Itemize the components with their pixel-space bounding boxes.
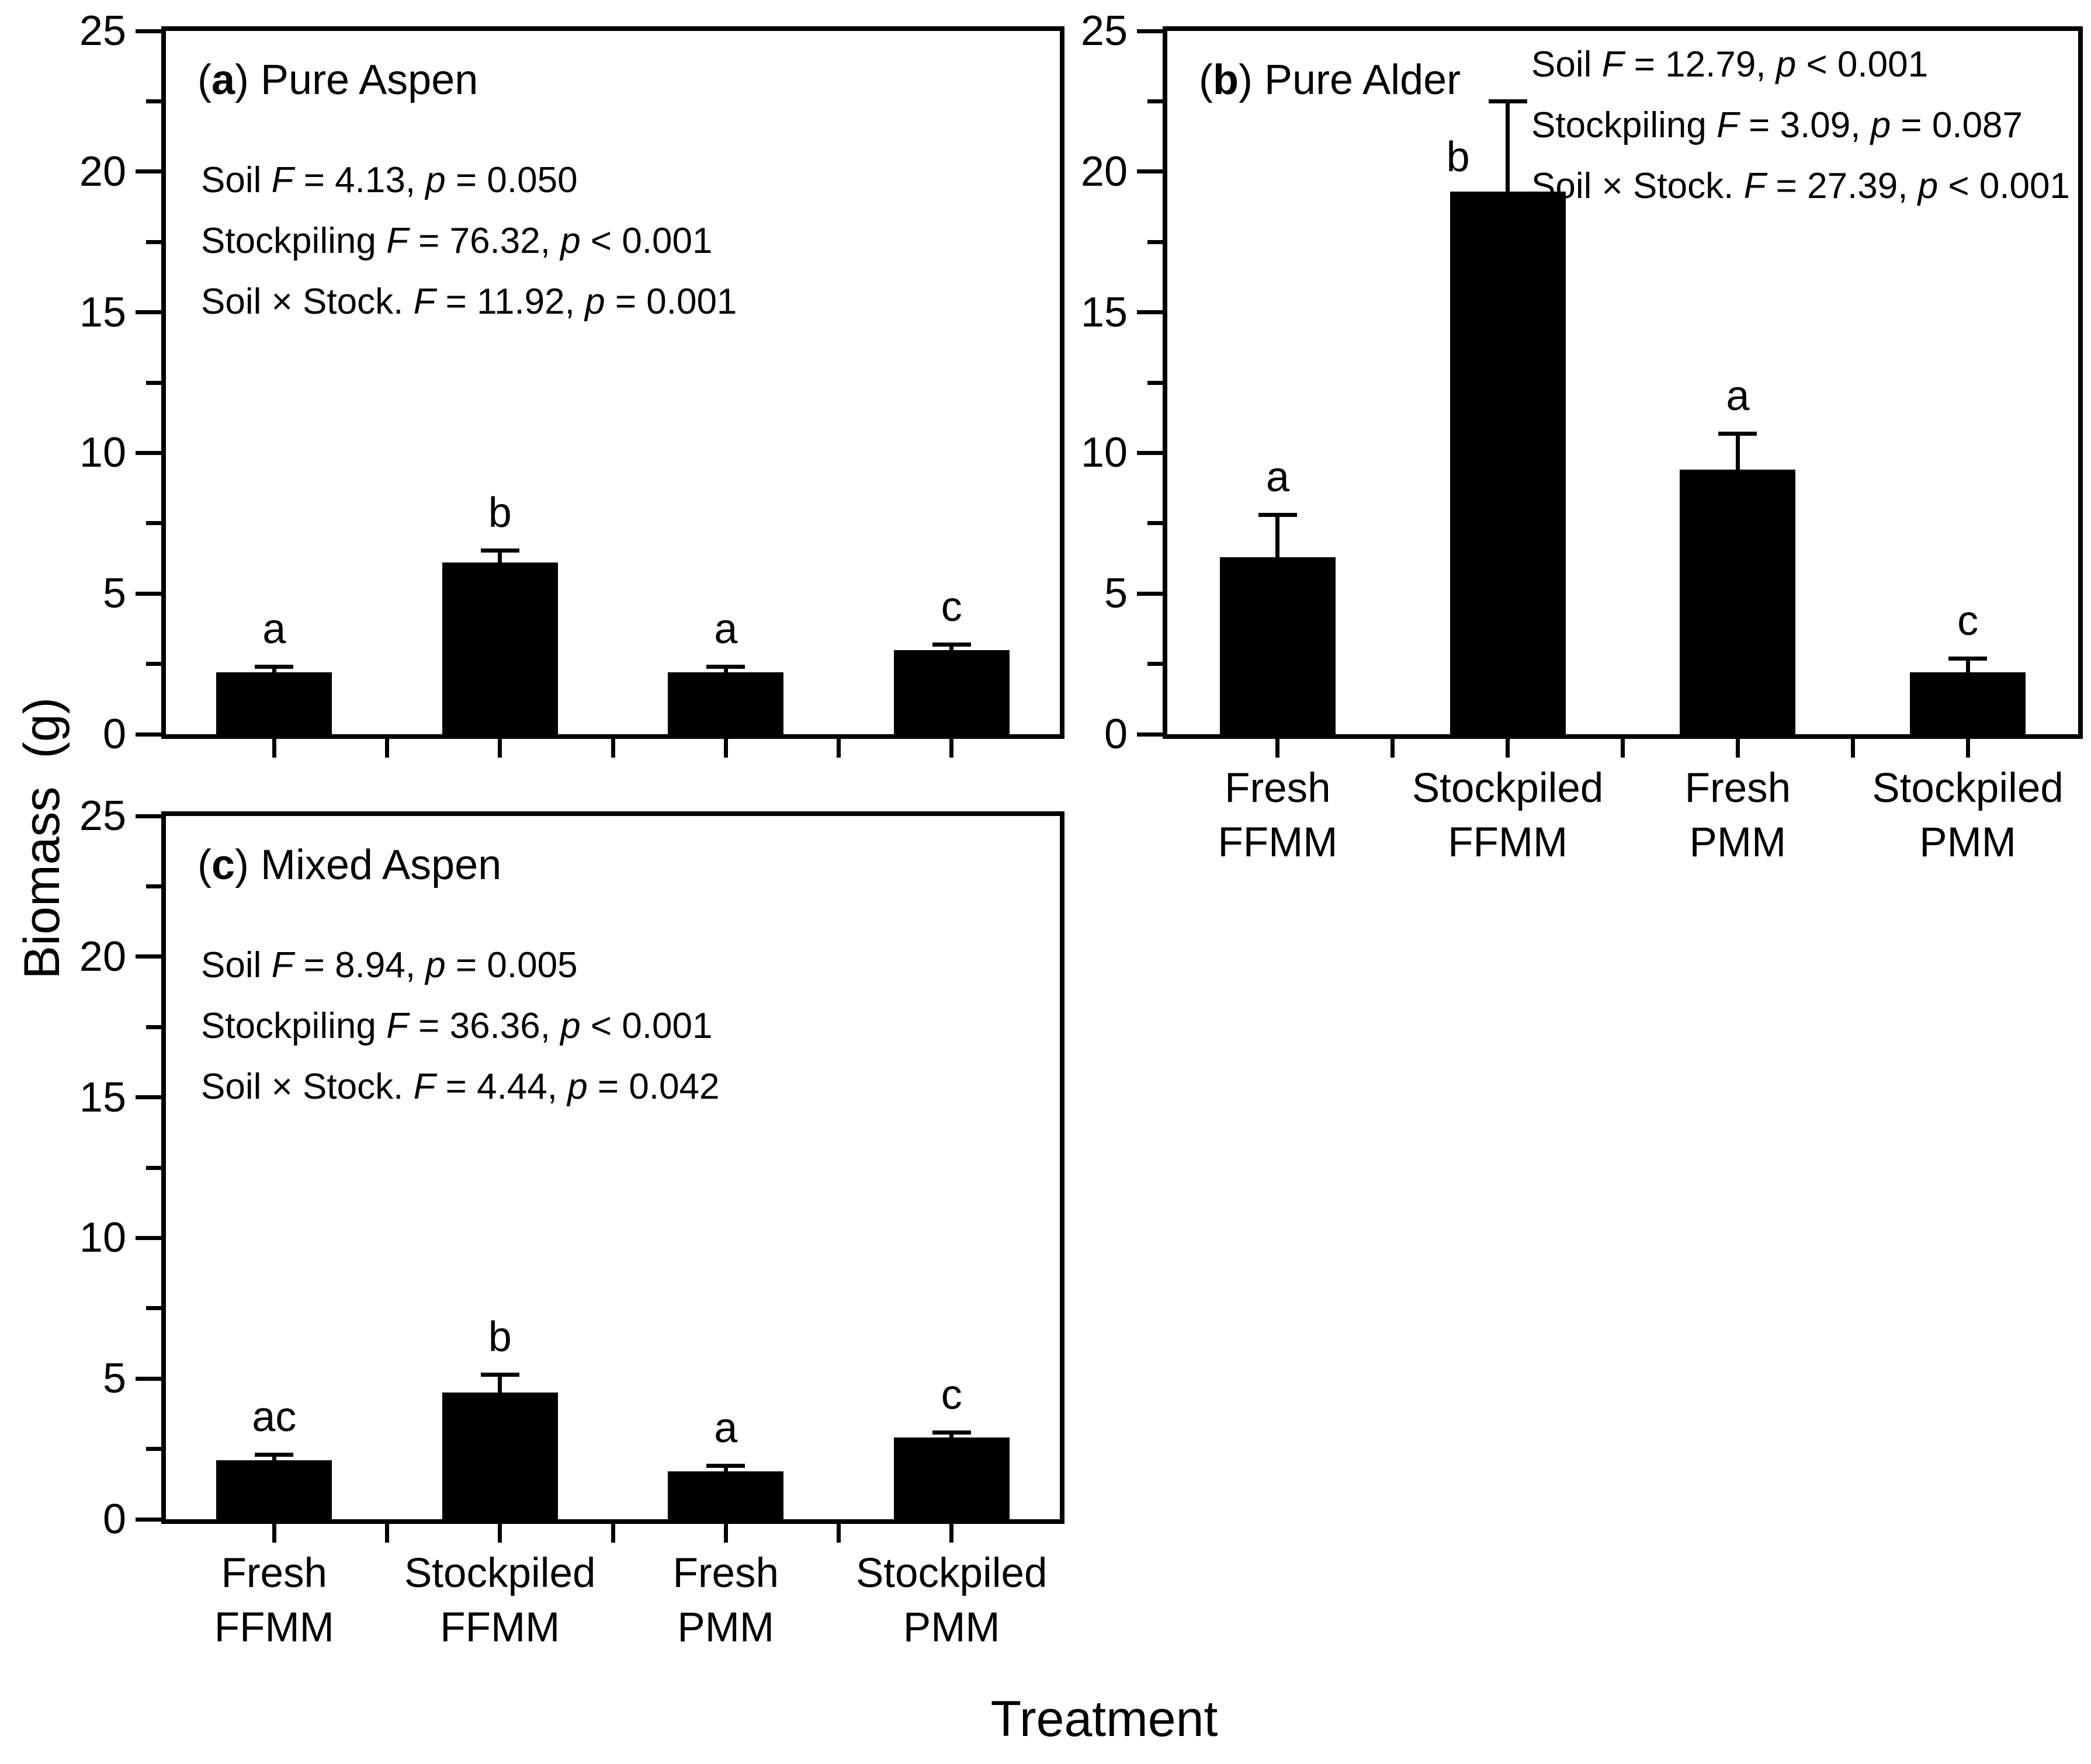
stats-line-a-2: Stockpiling F = 76.32, p < 0.001 <box>201 221 713 261</box>
stats-line-c-2: Stockpiling F = 36.36, p < 0.001 <box>201 1006 713 1046</box>
bar-b-stockpiled-pmm <box>1910 672 2026 734</box>
x-tick-center-1 <box>272 739 276 758</box>
stats-line-b-3: Soil × Stock. F = 27.39, p < 0.001 <box>1531 166 2070 206</box>
x-tick-mid-3 <box>1851 739 1855 758</box>
x-category-label-c-fresh-pmm-line1: Fresh <box>672 1550 779 1596</box>
sig-letter-c-stockpiled-ffmm: b <box>488 1313 512 1360</box>
sig-letter-b-fresh-ffmm: a <box>1265 454 1289 501</box>
y-major-tick-20 <box>1137 169 1163 173</box>
y-tick-label-25: 25 <box>79 8 126 54</box>
stats-block-c <box>201 935 720 1117</box>
x-tick-center-2 <box>498 739 502 758</box>
x-tick-center-4 <box>949 739 953 758</box>
error-bar-b-fresh-ffmm <box>1275 515 1279 559</box>
x-category-label-b-fresh-pmm-line2: PMM <box>1689 820 1787 866</box>
y-major-tick-10 <box>136 451 161 455</box>
y-major-tick-0 <box>1137 732 1163 737</box>
x-tick-center-4 <box>1966 739 1970 758</box>
error-cap-c-stockpiled-ffmm <box>481 1373 519 1377</box>
x-category-label-c-stockpiled-pmm-line2: PMM <box>903 1605 1000 1651</box>
error-cap-c-stockpiled-pmm <box>932 1430 971 1435</box>
stats-line-b-1: Soil F = 12.79, p < 0.001 <box>1531 44 1929 85</box>
sig-letter-a-fresh-pmm: a <box>714 606 738 653</box>
y-minor-tick-12.5 <box>1147 381 1163 385</box>
y-minor-tick-22.5 <box>1147 99 1163 103</box>
x-tick-center-1 <box>1275 739 1279 758</box>
x-tick-center-3 <box>724 739 728 758</box>
y-major-tick-20 <box>136 954 161 959</box>
bar-b-fresh-ffmm <box>1220 557 1336 734</box>
x-category-label-b-stockpiled-ffmm-line1: Stockpiled <box>1412 765 1604 811</box>
sig-letter-a-stockpiled-ffmm: b <box>488 489 512 536</box>
y-minor-tick-12.5 <box>146 381 161 385</box>
y-minor-tick-7.5 <box>146 1306 161 1310</box>
y-minor-tick-22.5 <box>146 99 161 103</box>
y-major-tick-20 <box>136 169 161 173</box>
x-tick-mid-2 <box>611 1524 615 1543</box>
x-tick-mid-1 <box>385 739 389 758</box>
y-major-tick-25 <box>136 29 161 33</box>
y-major-tick-25 <box>1137 29 1163 33</box>
y-major-tick-15 <box>136 310 161 314</box>
y-minor-tick-2.5 <box>1147 662 1163 666</box>
panel-title-b: (b) Pure Alder <box>1199 57 1461 103</box>
y-minor-tick-7.5 <box>1147 521 1163 525</box>
stats-block-b <box>1531 34 2070 217</box>
panel-b <box>1080 8 2083 866</box>
sig-letter-a-fresh-ffmm: a <box>262 606 286 653</box>
stats-line-c-1: Soil F = 8.94, p = 0.005 <box>201 945 578 985</box>
sig-letter-c-fresh-ffmm: ac <box>252 1394 297 1441</box>
y-major-tick-0 <box>136 732 161 737</box>
error-cap-c-fresh-pmm <box>706 1464 745 1468</box>
y-minor-tick-17.5 <box>146 1025 161 1029</box>
error-cap-b-stockpiled-pmm <box>1948 657 1987 661</box>
y-tick-label-10: 10 <box>79 429 126 477</box>
x-category-label-c-fresh-ffmm-line1: Fresh <box>221 1550 327 1596</box>
x-tick-mid-1 <box>385 1524 389 1543</box>
x-tick-center-3 <box>724 1524 728 1543</box>
bar-a-stockpiled-pmm <box>894 650 1010 734</box>
y-major-tick-10 <box>1137 451 1163 455</box>
y-tick-label-5: 5 <box>102 570 126 617</box>
y-major-tick-10 <box>136 1236 161 1240</box>
sig-letter-a-stockpiled-pmm: c <box>941 583 962 630</box>
error-cap-a-stockpiled-pmm <box>932 643 971 647</box>
error-cap-b-fresh-pmm <box>1718 432 1757 436</box>
y-tick-label-20: 20 <box>79 148 126 195</box>
x-tick-mid-2 <box>1621 739 1625 758</box>
y-tick-label-20: 20 <box>1080 148 1128 195</box>
x-category-label-c-stockpiled-pmm-line1: Stockpiled <box>855 1550 1048 1596</box>
y-tick-label-15: 15 <box>79 289 126 336</box>
x-tick-center-1 <box>272 1524 276 1543</box>
error-bar-b-stockpiled-pmm <box>1966 658 1970 675</box>
sig-letter-c-fresh-pmm: a <box>714 1405 738 1452</box>
x-tick-mid-3 <box>837 739 841 758</box>
y-minor-tick-2.5 <box>146 1447 161 1451</box>
error-cap-c-fresh-ffmm <box>255 1453 293 1457</box>
bar-c-stockpiled-ffmm <box>442 1393 558 1519</box>
error-cap-b-stockpiled-ffmm <box>1489 99 1527 103</box>
stats-line-a-3: Soil × Stock. F = 11.92, p = 0.001 <box>201 282 737 322</box>
error-cap-a-fresh-pmm <box>706 665 745 669</box>
y-tick-label-5: 5 <box>1104 570 1128 617</box>
x-tick-center-2 <box>498 1524 502 1543</box>
y-minor-tick-2.5 <box>146 662 161 666</box>
y-tick-label-25: 25 <box>79 793 126 839</box>
bar-b-fresh-pmm <box>1680 470 1795 734</box>
y-major-tick-5 <box>136 1377 161 1381</box>
panel-c <box>79 793 1064 1651</box>
error-cap-a-stockpiled-ffmm <box>481 548 519 553</box>
stats-line-b-2: Stockpiling F = 3.09, p = 0.087 <box>1531 105 2023 145</box>
y-major-tick-5 <box>136 592 161 596</box>
error-bar-b-fresh-pmm <box>1736 433 1740 473</box>
y-tick-label-0: 0 <box>1104 711 1128 758</box>
y-tick-label-5: 5 <box>102 1355 126 1402</box>
y-tick-label-0: 0 <box>102 711 126 758</box>
sig-letter-b-fresh-pmm: a <box>1726 372 1750 419</box>
x-category-label-c-stockpiled-ffmm-line2: FFMM <box>440 1605 560 1651</box>
panel-title-c: (c) Mixed Aspen <box>197 842 502 888</box>
stats-line-a-1: Soil F = 4.13, p = 0.050 <box>201 160 578 200</box>
y-major-tick-5 <box>1137 592 1163 596</box>
y-tick-label-0: 0 <box>102 1496 126 1543</box>
bar-c-stockpiled-pmm <box>894 1437 1010 1519</box>
y-minor-tick-12.5 <box>146 1166 161 1170</box>
y-minor-tick-7.5 <box>146 521 161 525</box>
x-tick-center-3 <box>1736 739 1740 758</box>
x-axis-label: Treatment <box>990 1691 1218 1747</box>
y-tick-label-20: 20 <box>79 933 126 980</box>
y-tick-label-15: 15 <box>1080 289 1128 336</box>
y-major-tick-0 <box>136 1518 161 1522</box>
y-major-tick-15 <box>136 1095 161 1099</box>
y-major-tick-25 <box>136 814 161 818</box>
bar-a-fresh-pmm <box>668 672 783 734</box>
y-minor-tick-17.5 <box>1147 240 1163 244</box>
y-major-tick-15 <box>1137 310 1163 314</box>
error-cap-a-fresh-ffmm <box>255 665 293 669</box>
x-category-label-c-stockpiled-ffmm-line1: Stockpiled <box>404 1550 596 1596</box>
x-category-label-b-fresh-ffmm-line2: FFMM <box>1218 820 1338 866</box>
x-category-label-c-fresh-pmm-line2: PMM <box>677 1605 775 1651</box>
x-category-label-c-fresh-ffmm-line2: FFMM <box>214 1605 334 1651</box>
x-tick-mid-2 <box>611 739 615 758</box>
x-tick-center-4 <box>949 1524 953 1543</box>
y-tick-label-10: 10 <box>79 1214 126 1262</box>
stats-line-c-3: Soil × Stock. F = 4.44, p = 0.042 <box>201 1067 720 1107</box>
x-category-label-b-fresh-ffmm-line1: Fresh <box>1225 765 1331 811</box>
bar-a-fresh-ffmm <box>216 672 332 734</box>
sig-letter-b-stockpiled-ffmm: b <box>1446 134 1470 181</box>
sig-letter-b-stockpiled-pmm: c <box>1957 597 1979 644</box>
y-tick-label-10: 10 <box>1080 429 1128 477</box>
y-tick-label-25: 25 <box>1080 8 1128 54</box>
y-minor-tick-22.5 <box>146 884 161 888</box>
error-cap-b-fresh-ffmm <box>1258 513 1297 517</box>
bar-c-fresh-ffmm <box>216 1460 332 1519</box>
stats-block-a <box>201 150 737 332</box>
y-tick-label-15: 15 <box>79 1074 126 1121</box>
sig-letter-c-stockpiled-pmm: c <box>941 1371 962 1418</box>
bar-b-stockpiled-ffmm <box>1450 192 1566 734</box>
error-bar-c-stockpiled-ffmm <box>498 1374 502 1395</box>
x-category-label-b-stockpiled-ffmm-line2: FFMM <box>1448 820 1568 866</box>
bar-c-fresh-pmm <box>668 1471 783 1519</box>
x-tick-mid-1 <box>1390 739 1395 758</box>
x-category-label-b-stockpiled-pmm-line2: PMM <box>1919 820 2016 866</box>
y-minor-tick-17.5 <box>146 240 161 244</box>
panel-a <box>79 8 1064 758</box>
x-tick-mid-3 <box>837 1524 841 1543</box>
bar-a-stockpiled-ffmm <box>442 562 558 734</box>
x-tick-center-2 <box>1506 739 1510 758</box>
y-axis-label: Biomass (g) <box>14 697 70 980</box>
x-category-label-b-fresh-pmm-line1: Fresh <box>1684 765 1791 811</box>
panel-title-a: (a) Pure Aspen <box>197 57 478 103</box>
x-category-label-b-stockpiled-pmm-line1: Stockpiled <box>1872 765 2064 811</box>
